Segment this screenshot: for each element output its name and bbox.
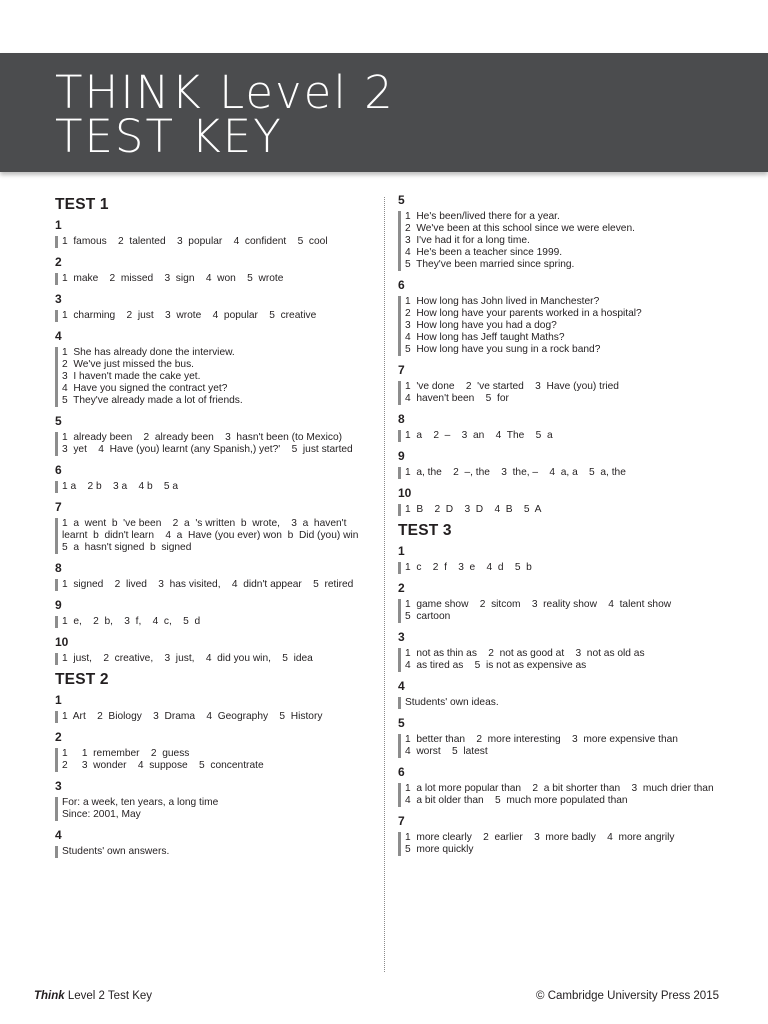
- answer-line: 1 famous 2 talented 3 popular 4 confident 5 cool: [62, 236, 328, 247]
- answer-line: 1 Art 2 Biology 3 Drama 4 Geography 5 History: [62, 711, 323, 722]
- answer-line: Since: 2001, May: [62, 809, 141, 820]
- question-number: 1: [55, 218, 62, 232]
- answer-box: [398, 832, 718, 856]
- answer-box: [55, 653, 365, 665]
- answer-line: 1 better than 2 more interesting 3 more expensive than: [405, 734, 678, 745]
- answer-line: For: a week, ten years, a long time: [62, 797, 219, 808]
- question-block: [55, 778, 365, 821]
- answer-box: [398, 211, 718, 271]
- answer-box: [398, 430, 718, 442]
- test-title: TEST 2: [55, 671, 109, 688]
- question-block: [55, 729, 365, 772]
- question-number: 8: [55, 561, 62, 575]
- answer-line: Students' own ideas.: [405, 697, 499, 708]
- answer-line: 2 We've been at this school since we were eleven.: [405, 223, 635, 234]
- answer-line: 1 e, 2 b, 3 f, 4 c, 5 d: [62, 616, 201, 627]
- question-number: 10: [398, 486, 412, 500]
- answer-box: [398, 562, 718, 574]
- answer-line: 1 c 2 f 3 e 4 d 5 b: [405, 562, 532, 573]
- footer-left: [34, 990, 152, 1002]
- question-number: 7: [398, 363, 405, 377]
- answer-line: 4 haven't been 5 for: [405, 393, 509, 404]
- answer-line: 4 How long has Jeff taught Maths?: [405, 332, 565, 343]
- question-block: [398, 543, 718, 574]
- question-block: [55, 597, 365, 628]
- question-number: 2: [55, 730, 62, 744]
- question-block: [398, 485, 718, 516]
- answer-box: [398, 296, 718, 356]
- question-number: 2: [398, 581, 405, 595]
- answer-box: [55, 481, 365, 493]
- answer-box: [55, 347, 365, 407]
- question-number: 3: [55, 292, 62, 306]
- answer-box: [55, 711, 365, 723]
- answer-line: 1 a lot more popular than 2 a bit shorter than 3 much drier than 4 a bit older than 5 much more populated than: [405, 783, 725, 806]
- question-number: 5: [55, 414, 62, 428]
- question-block: [398, 715, 718, 758]
- answer-line: 1 game show 2 sitcom 3 reality show 4 talent show: [405, 599, 672, 610]
- answer-line: 1 make 2 missed 3 sign 4 won 5 wrote: [62, 273, 284, 284]
- question-block: [55, 413, 365, 456]
- question-block: [398, 362, 718, 405]
- answer-line: 1 a, the 2 –, the 3 the, – 4 a, a 5 a, the: [405, 467, 626, 478]
- question-block: [55, 462, 365, 493]
- question-number: 4: [398, 679, 405, 693]
- question-block: [55, 291, 365, 322]
- question-block: [398, 277, 718, 356]
- answer-line: 1 charming 2 just 3 wrote 4 popular 5 creative: [62, 310, 317, 321]
- answer-box: [398, 734, 718, 758]
- footer-copyright: © Cambridge University Press 2015: [536, 990, 719, 1002]
- answer-box: [55, 616, 365, 628]
- answer-line: 1 've done 2 've started 3 Have (you) tried: [405, 381, 619, 392]
- answer-box: [55, 518, 370, 554]
- answer-box: [55, 310, 365, 322]
- question-block: [55, 560, 365, 591]
- answer-box: [398, 783, 725, 807]
- question-block: [55, 634, 365, 665]
- answer-box: [55, 579, 365, 591]
- question-block: [398, 580, 718, 623]
- question-block: [398, 411, 718, 442]
- question-number: 8: [398, 412, 405, 426]
- right-column: [398, 192, 725, 862]
- question-number: 9: [398, 449, 405, 463]
- answer-line: 1 a went b 've been 2 a 's written b wrote, 3 a haven't learnt b didn't learn 4 a Have (you ever) won b Did (you) win 5 a hasn't signed b signed: [62, 518, 370, 553]
- answer-box: [398, 697, 718, 709]
- question-number: 5: [398, 193, 405, 207]
- test-title: TEST 3: [398, 522, 452, 539]
- answer-line: 5 cartoon: [405, 611, 451, 622]
- answer-line: 1 1 remember 2 guess: [62, 748, 190, 759]
- answer-line: 4 He's been a teacher since 1999.: [405, 247, 563, 258]
- question-block: [398, 678, 718, 709]
- question-number: 3: [398, 630, 405, 644]
- answer-box: [398, 648, 718, 672]
- question-block: [398, 764, 725, 807]
- answer-line: 1 not as thin as 2 not as good at 3 not as old as: [405, 648, 645, 659]
- question-number: 3: [55, 779, 62, 793]
- answer-line: 4 worst 5 latest: [405, 746, 488, 757]
- answer-line: 1 more clearly 2 earlier 3 more badly 4 more angrily: [405, 832, 675, 843]
- question-block: [398, 813, 718, 856]
- question-block: [398, 192, 718, 271]
- footer-doc-title: Level 2 Test Key: [64, 990, 153, 1002]
- answer-line: 3 yet 4 Have (you) learnt (any Spanish,) yet?' 5 just started: [62, 444, 353, 455]
- answer-box: [398, 599, 718, 623]
- question-number: 6: [55, 463, 62, 477]
- answer-box: [398, 467, 718, 479]
- answer-box: [55, 273, 365, 285]
- answer-line: Students' own answers.: [62, 846, 170, 857]
- answer-line: 1 How long has John lived in Manchester?: [405, 296, 600, 307]
- question-number: 6: [398, 278, 405, 292]
- question-number: 6: [398, 765, 405, 779]
- answer-box: [55, 846, 365, 858]
- footer-brand: Think: [34, 990, 65, 1002]
- answer-line: 2 3 wonder 4 suppose 5 concentrate: [62, 760, 264, 771]
- question-number: 7: [398, 814, 405, 828]
- answer-box: [55, 748, 365, 772]
- question-block: [55, 328, 365, 407]
- answer-line: 3 How long have you had a dog?: [405, 320, 557, 331]
- question-block: [398, 448, 718, 479]
- question-number: 10: [55, 635, 69, 649]
- answer-box: [398, 381, 718, 405]
- answer-line: 3 I haven't made the cake yet.: [62, 371, 201, 382]
- answer-box: [398, 504, 718, 516]
- answer-line: 5 They've been married since spring.: [405, 259, 575, 270]
- question-block: [55, 217, 365, 248]
- answer-line: 1 She has already done the interview.: [62, 347, 235, 358]
- answer-line: 1 already been 2 already been 3 hasn't been (to Mexico): [62, 432, 343, 443]
- answer-line: 2 How long have your parents worked in a hospital?: [405, 308, 642, 319]
- answer-line: 4 as tired as 5 is not as expensive as: [405, 660, 587, 671]
- question-number: 1: [398, 544, 405, 558]
- answer-box: [55, 797, 365, 821]
- answer-box: [55, 236, 365, 248]
- page-title-line-1: THINK Level 2: [55, 66, 395, 119]
- question-number: 2: [55, 255, 62, 269]
- answer-line: 1 He's been/lived there for a year.: [405, 211, 560, 222]
- test-title: TEST 1: [55, 196, 109, 213]
- question-block: [398, 629, 718, 672]
- answer-line: 5 How long have you sung in a rock band?: [405, 344, 601, 355]
- answer-line: 5 They've already made a lot of friends.: [62, 395, 243, 406]
- answer-box: [55, 432, 365, 456]
- question-block: [55, 827, 365, 858]
- question-block: [55, 692, 365, 723]
- question-number: 5: [398, 716, 405, 730]
- question-block: [55, 254, 365, 285]
- question-number: 4: [55, 828, 62, 842]
- question-number: 9: [55, 598, 62, 612]
- answer-line: 1 a 2 b 3 a 4 b 5 a: [62, 481, 179, 492]
- answer-line: 1 B 2 D 3 D 4 B 5 A: [405, 504, 542, 515]
- answer-line: 1 just, 2 creative, 3 just, 4 did you win, 5 idea: [62, 653, 313, 664]
- question-number: 4: [55, 329, 62, 343]
- answer-line: 1 a 2 – 3 an 4 The 5 a: [405, 430, 553, 441]
- answer-line: 5 more quickly: [405, 844, 474, 855]
- question-block: [55, 499, 370, 554]
- answer-line: 3 I've had it for a long time.: [405, 235, 530, 246]
- answer-line: 1 signed 2 lived 3 has visited, 4 didn't appear 5 retired: [62, 579, 354, 590]
- column-divider: [384, 197, 385, 972]
- question-number: 1: [55, 693, 62, 707]
- answer-line: 4 Have you signed the contract yet?: [62, 383, 228, 394]
- question-number: 7: [55, 500, 62, 514]
- answer-line: 2 We've just missed the bus.: [62, 359, 194, 370]
- page-title-line-2: TEST KEY: [55, 110, 283, 163]
- left-column: [55, 192, 370, 864]
